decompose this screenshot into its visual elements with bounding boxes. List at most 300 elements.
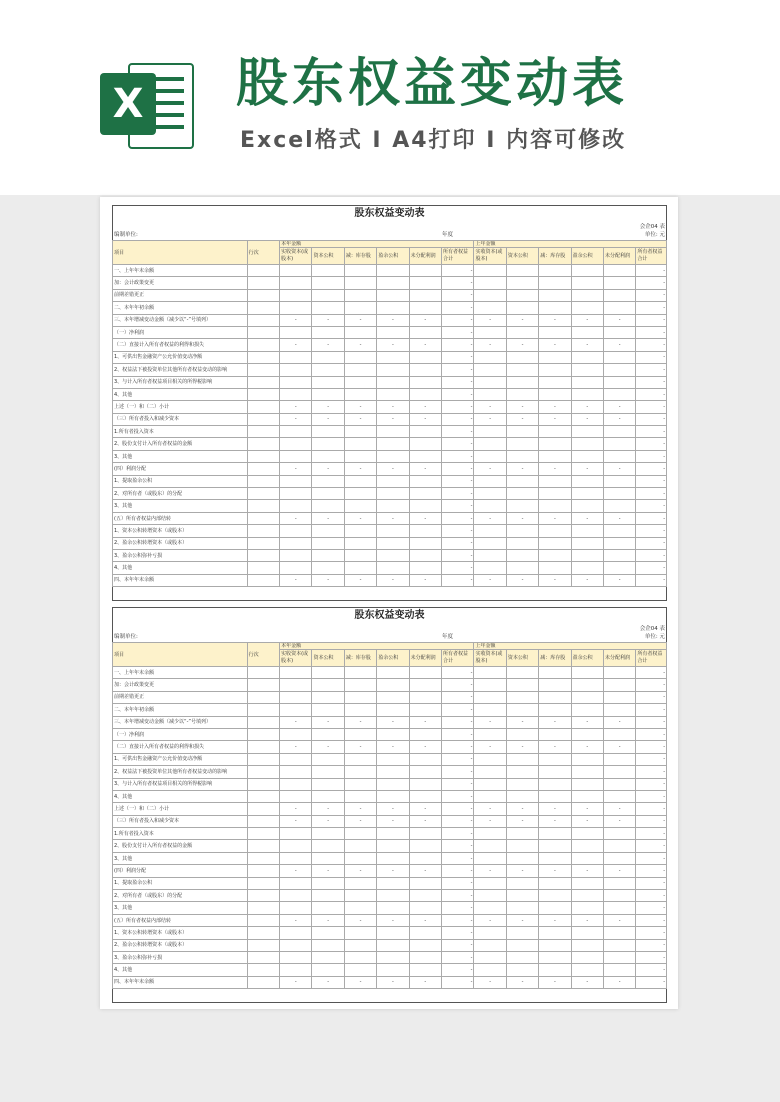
table-cell: - bbox=[636, 741, 667, 753]
table-cell bbox=[409, 326, 441, 338]
table-cell: - bbox=[442, 512, 474, 524]
row-line-no bbox=[247, 691, 279, 703]
table-cell bbox=[312, 351, 344, 363]
table-row bbox=[113, 778, 667, 790]
table-cell bbox=[280, 679, 312, 691]
table-cell bbox=[409, 376, 441, 388]
table-cell bbox=[474, 766, 506, 778]
table-cell bbox=[344, 852, 376, 864]
row-label: 二、本年年初余额 bbox=[113, 704, 248, 716]
table-cell bbox=[312, 902, 344, 914]
row-label: （二）直接计入所有者权益的利得和损失 bbox=[113, 741, 248, 753]
table-cell: - bbox=[442, 877, 474, 889]
table-cell bbox=[571, 964, 603, 976]
table-cell bbox=[571, 679, 603, 691]
table-row bbox=[113, 753, 667, 765]
table-cell: - bbox=[539, 413, 571, 425]
table-cell: - bbox=[280, 401, 312, 413]
table-cell: - bbox=[442, 728, 474, 740]
table-cell bbox=[312, 964, 344, 976]
table-cell: - bbox=[636, 488, 667, 500]
table-cell bbox=[377, 351, 409, 363]
table-row bbox=[113, 488, 667, 500]
table-row bbox=[113, 326, 667, 338]
table-cell: - bbox=[474, 865, 506, 877]
table-cell: - bbox=[604, 413, 636, 425]
table-cell bbox=[474, 927, 506, 939]
year-label: 年度 bbox=[442, 634, 454, 640]
table-cell: - bbox=[636, 537, 667, 549]
table-cell: - bbox=[312, 803, 344, 815]
row-label: 3、其他 bbox=[113, 852, 248, 864]
table-cell bbox=[312, 667, 344, 679]
table-cell: - bbox=[344, 574, 376, 586]
table-cell bbox=[280, 277, 312, 289]
table-cell: - bbox=[377, 815, 409, 827]
header-column: 所有者权益合计 bbox=[636, 650, 667, 667]
table-cell bbox=[506, 549, 538, 561]
table-cell bbox=[506, 728, 538, 740]
table-cell bbox=[506, 525, 538, 537]
header-line-no: 行次 bbox=[247, 643, 279, 667]
table-cell bbox=[474, 438, 506, 450]
table-cell bbox=[474, 951, 506, 963]
table-cell bbox=[571, 450, 603, 462]
table-cell bbox=[377, 667, 409, 679]
row-line-no bbox=[247, 815, 279, 827]
table-cell bbox=[344, 964, 376, 976]
table-cell bbox=[539, 790, 571, 802]
table-cell bbox=[409, 753, 441, 765]
table-cell: - bbox=[636, 716, 667, 728]
table-cell: - bbox=[442, 401, 474, 413]
table-cell: - bbox=[571, 512, 603, 524]
table-cell: - bbox=[377, 463, 409, 475]
table-cell bbox=[571, 790, 603, 802]
table-cell bbox=[312, 691, 344, 703]
table-cell: - bbox=[474, 803, 506, 815]
table-cell bbox=[506, 667, 538, 679]
row-label: 2、权益法下被投资单位其他所有者权益变动的影响 bbox=[113, 364, 248, 376]
table-cell bbox=[377, 438, 409, 450]
table-cell: - bbox=[442, 951, 474, 963]
equity-table bbox=[112, 240, 667, 587]
table-cell bbox=[571, 537, 603, 549]
table-cell bbox=[571, 525, 603, 537]
table-cell: - bbox=[442, 790, 474, 802]
table-row bbox=[113, 574, 667, 586]
table-cell bbox=[604, 525, 636, 537]
table-cell bbox=[280, 704, 312, 716]
sheet-title: 股东权益变动表 bbox=[354, 208, 425, 219]
row-line-no bbox=[247, 413, 279, 425]
row-line-no bbox=[247, 314, 279, 326]
table-cell bbox=[474, 828, 506, 840]
table-cell bbox=[312, 840, 344, 852]
row-label: 1.所有者投入资本 bbox=[113, 828, 248, 840]
table-row bbox=[113, 500, 667, 512]
row-label: (五）所有者权益内部结转 bbox=[113, 914, 248, 926]
table-cell: - bbox=[280, 976, 312, 988]
table-cell bbox=[571, 475, 603, 487]
table-cell: - bbox=[377, 976, 409, 988]
table-cell bbox=[604, 840, 636, 852]
table-cell: - bbox=[312, 914, 344, 926]
table-cell bbox=[280, 927, 312, 939]
table-cell bbox=[344, 525, 376, 537]
table-cell bbox=[604, 753, 636, 765]
table-cell: - bbox=[636, 852, 667, 864]
table-cell bbox=[377, 326, 409, 338]
table-cell bbox=[506, 927, 538, 939]
table-cell bbox=[409, 951, 441, 963]
row-label: 1、资本公积转增资本（或股本） bbox=[113, 525, 248, 537]
table-cell: - bbox=[506, 401, 538, 413]
row-line-no bbox=[247, 401, 279, 413]
table-cell: - bbox=[506, 865, 538, 877]
table-row bbox=[113, 339, 667, 351]
table-cell bbox=[344, 890, 376, 902]
table-cell bbox=[604, 500, 636, 512]
table-cell bbox=[409, 828, 441, 840]
table-row bbox=[113, 964, 667, 976]
table-cell: - bbox=[442, 927, 474, 939]
header-current-year: 本年金额 bbox=[280, 241, 474, 248]
table-cell bbox=[377, 388, 409, 400]
table-cell bbox=[474, 475, 506, 487]
table-cell bbox=[409, 778, 441, 790]
table-cell bbox=[506, 488, 538, 500]
table-cell bbox=[312, 753, 344, 765]
row-label: 1、提取盈余公积 bbox=[113, 475, 248, 487]
row-label: （三）所有者投入和减少资本 bbox=[113, 413, 248, 425]
table-cell bbox=[344, 691, 376, 703]
table-cell bbox=[571, 388, 603, 400]
table-cell bbox=[604, 902, 636, 914]
table-cell: - bbox=[571, 803, 603, 815]
table-cell bbox=[344, 728, 376, 740]
table-cell bbox=[539, 326, 571, 338]
table-cell bbox=[280, 852, 312, 864]
header-column: 实收资本(或股本) bbox=[474, 650, 506, 667]
row-label: 加：会计政策变更 bbox=[113, 679, 248, 691]
row-label: 1、可供出售金融资产公允价值变动净额 bbox=[113, 753, 248, 765]
table-cell: - bbox=[280, 741, 312, 753]
table-cell: - bbox=[442, 803, 474, 815]
table-cell bbox=[474, 525, 506, 537]
table-cell bbox=[571, 927, 603, 939]
table-cell bbox=[312, 277, 344, 289]
table-cell bbox=[377, 289, 409, 301]
table-row bbox=[113, 413, 667, 425]
table-cell bbox=[539, 877, 571, 889]
table-cell bbox=[604, 475, 636, 487]
table-cell: - bbox=[506, 339, 538, 351]
table-cell bbox=[344, 289, 376, 301]
table-cell bbox=[409, 488, 441, 500]
table-cell bbox=[474, 840, 506, 852]
table-cell: - bbox=[539, 339, 571, 351]
table-cell bbox=[539, 562, 571, 574]
table-cell bbox=[409, 939, 441, 951]
row-line-no bbox=[247, 289, 279, 301]
row-label: 三、本年增减变动金额（减少以“-”号填列） bbox=[113, 314, 248, 326]
table-cell bbox=[539, 778, 571, 790]
table-cell bbox=[377, 376, 409, 388]
table-cell bbox=[506, 351, 538, 363]
table-cell bbox=[409, 562, 441, 574]
table-cell: - bbox=[442, 376, 474, 388]
table-cell bbox=[280, 438, 312, 450]
table-cell: - bbox=[636, 500, 667, 512]
header-prior-year: 上年金额 bbox=[474, 241, 667, 248]
table-cell bbox=[280, 753, 312, 765]
table-cell bbox=[312, 927, 344, 939]
table-cell bbox=[312, 388, 344, 400]
table-cell bbox=[377, 964, 409, 976]
table-cell bbox=[571, 728, 603, 740]
table-cell bbox=[604, 562, 636, 574]
table-cell bbox=[312, 488, 344, 500]
row-line-no bbox=[247, 803, 279, 815]
row-label: 3、其他 bbox=[113, 450, 248, 462]
table-cell: - bbox=[636, 766, 667, 778]
table-cell bbox=[474, 704, 506, 716]
table-cell bbox=[280, 964, 312, 976]
table-cell bbox=[474, 351, 506, 363]
table-cell bbox=[409, 766, 441, 778]
table-cell: - bbox=[442, 413, 474, 425]
table-cell bbox=[409, 351, 441, 363]
table-row bbox=[113, 679, 667, 691]
row-label: 3、与计入所有者权益项目相关的所得税影响 bbox=[113, 778, 248, 790]
row-label: 四、本年年末余额 bbox=[113, 976, 248, 988]
table-cell bbox=[312, 537, 344, 549]
table-cell bbox=[280, 939, 312, 951]
header-column: 未分配利润 bbox=[409, 248, 441, 265]
table-cell bbox=[377, 475, 409, 487]
table-cell bbox=[506, 753, 538, 765]
table-cell: - bbox=[442, 364, 474, 376]
table-cell bbox=[571, 902, 603, 914]
table-row bbox=[113, 704, 667, 716]
table-cell bbox=[377, 549, 409, 561]
table-cell bbox=[539, 667, 571, 679]
table-cell: - bbox=[344, 815, 376, 827]
table-cell bbox=[280, 364, 312, 376]
table-cell bbox=[409, 525, 441, 537]
table-cell: - bbox=[312, 339, 344, 351]
table-cell bbox=[409, 840, 441, 852]
table-cell bbox=[409, 549, 441, 561]
table-cell: - bbox=[571, 914, 603, 926]
table-cell bbox=[312, 828, 344, 840]
table-cell bbox=[474, 679, 506, 691]
table-cell bbox=[344, 488, 376, 500]
table-cell bbox=[539, 277, 571, 289]
table-cell bbox=[312, 704, 344, 716]
table-cell bbox=[280, 475, 312, 487]
table-cell bbox=[280, 667, 312, 679]
table-cell: - bbox=[571, 463, 603, 475]
table-cell bbox=[344, 450, 376, 462]
table-cell bbox=[604, 704, 636, 716]
table-cell: - bbox=[636, 691, 667, 703]
table-cell bbox=[409, 728, 441, 740]
table-cell bbox=[506, 364, 538, 376]
row-line-no bbox=[247, 914, 279, 926]
table-cell bbox=[571, 426, 603, 438]
table-cell bbox=[604, 364, 636, 376]
table-cell bbox=[344, 877, 376, 889]
table-cell: - bbox=[377, 574, 409, 586]
table-cell: - bbox=[442, 753, 474, 765]
table-cell: - bbox=[636, 302, 667, 314]
row-label: 1、资本公积转增资本（或股本） bbox=[113, 927, 248, 939]
row-line-no bbox=[247, 790, 279, 802]
table-cell bbox=[377, 939, 409, 951]
table-cell: - bbox=[409, 815, 441, 827]
table-cell bbox=[506, 964, 538, 976]
table-cell bbox=[506, 265, 538, 277]
table-cell bbox=[409, 927, 441, 939]
table-cell: - bbox=[571, 865, 603, 877]
table-cell: - bbox=[604, 716, 636, 728]
table-cell bbox=[506, 562, 538, 574]
table-cell bbox=[571, 667, 603, 679]
table-cell: - bbox=[344, 413, 376, 425]
table-row bbox=[113, 828, 667, 840]
table-cell bbox=[344, 679, 376, 691]
table-cell bbox=[312, 525, 344, 537]
table-cell bbox=[312, 265, 344, 277]
table-cell bbox=[604, 778, 636, 790]
table-cell: - bbox=[442, 537, 474, 549]
table-cell bbox=[474, 302, 506, 314]
table-cell: - bbox=[474, 716, 506, 728]
header-line-no: 行次 bbox=[247, 241, 279, 265]
table-cell: - bbox=[377, 339, 409, 351]
table-cell bbox=[344, 438, 376, 450]
table-cell bbox=[409, 902, 441, 914]
table-cell: - bbox=[409, 413, 441, 425]
table-cell bbox=[344, 351, 376, 363]
row-label: 2、权益法下被投资单位其他所有者权益变动的影响 bbox=[113, 766, 248, 778]
table-cell bbox=[409, 277, 441, 289]
table-cell bbox=[280, 302, 312, 314]
header-column: 所有者权益合计 bbox=[442, 248, 474, 265]
table-cell bbox=[571, 302, 603, 314]
row-line-no bbox=[247, 741, 279, 753]
unit-label: 编制单位: bbox=[114, 232, 138, 238]
table-cell bbox=[571, 351, 603, 363]
table-cell bbox=[474, 728, 506, 740]
table-cell: - bbox=[636, 376, 667, 388]
row-label: 前期差错更正 bbox=[113, 289, 248, 301]
table-row bbox=[113, 265, 667, 277]
table-cell bbox=[474, 890, 506, 902]
table-cell: - bbox=[539, 741, 571, 753]
table-cell: - bbox=[409, 976, 441, 988]
table-cell bbox=[539, 828, 571, 840]
table-row bbox=[113, 691, 667, 703]
table-cell: - bbox=[636, 326, 667, 338]
table-cell bbox=[539, 902, 571, 914]
table-cell: - bbox=[636, 679, 667, 691]
table-cell bbox=[377, 902, 409, 914]
table-cell bbox=[280, 877, 312, 889]
row-label: (四）利润分配 bbox=[113, 865, 248, 877]
table-cell bbox=[312, 426, 344, 438]
table-cell: - bbox=[442, 939, 474, 951]
table-cell bbox=[312, 728, 344, 740]
table-cell bbox=[474, 964, 506, 976]
table-cell bbox=[344, 927, 376, 939]
table-cell: - bbox=[636, 951, 667, 963]
table-row bbox=[113, 401, 667, 413]
table-cell bbox=[539, 537, 571, 549]
table-cell: - bbox=[636, 351, 667, 363]
header-prior-year: 上年金额 bbox=[474, 643, 667, 650]
row-line-no bbox=[247, 265, 279, 277]
row-label: 2、盈余公积转增资本（或股本） bbox=[113, 537, 248, 549]
table-row bbox=[113, 865, 667, 877]
table-cell: - bbox=[344, 741, 376, 753]
table-cell: - bbox=[409, 339, 441, 351]
table-cell bbox=[377, 704, 409, 716]
table-cell bbox=[539, 388, 571, 400]
table-cell bbox=[604, 951, 636, 963]
table-cell bbox=[604, 277, 636, 289]
table-cell bbox=[344, 667, 376, 679]
table-cell bbox=[539, 376, 571, 388]
table-cell bbox=[312, 326, 344, 338]
table-cell: - bbox=[636, 964, 667, 976]
table-cell bbox=[539, 500, 571, 512]
table-cell: - bbox=[506, 741, 538, 753]
table-row bbox=[113, 927, 667, 939]
row-label: 一、上年年末余额 bbox=[113, 667, 248, 679]
table-cell: - bbox=[442, 351, 474, 363]
table-cell: - bbox=[506, 716, 538, 728]
table-cell bbox=[280, 766, 312, 778]
table-cell bbox=[280, 376, 312, 388]
table-cell: - bbox=[636, 525, 667, 537]
table-row bbox=[113, 450, 667, 462]
table-cell: - bbox=[280, 512, 312, 524]
table-cell: - bbox=[636, 939, 667, 951]
table-cell bbox=[506, 679, 538, 691]
table-cell: - bbox=[539, 401, 571, 413]
row-label: (四）利润分配 bbox=[113, 463, 248, 475]
table-cell bbox=[604, 326, 636, 338]
table-cell bbox=[571, 852, 603, 864]
table-cell bbox=[539, 549, 571, 561]
table-cell bbox=[377, 728, 409, 740]
table-cell bbox=[377, 927, 409, 939]
row-line-no bbox=[247, 302, 279, 314]
table-cell bbox=[604, 964, 636, 976]
table-cell bbox=[506, 388, 538, 400]
table-cell bbox=[312, 939, 344, 951]
table-cell: - bbox=[344, 512, 376, 524]
table-cell bbox=[377, 525, 409, 537]
row-label: 2、对所有者（或股东）的分配 bbox=[113, 890, 248, 902]
table-cell: - bbox=[571, 413, 603, 425]
row-line-no bbox=[247, 902, 279, 914]
header-column: 实收资本(或股本) bbox=[280, 650, 312, 667]
row-label: (五）所有者权益内部结转 bbox=[113, 512, 248, 524]
